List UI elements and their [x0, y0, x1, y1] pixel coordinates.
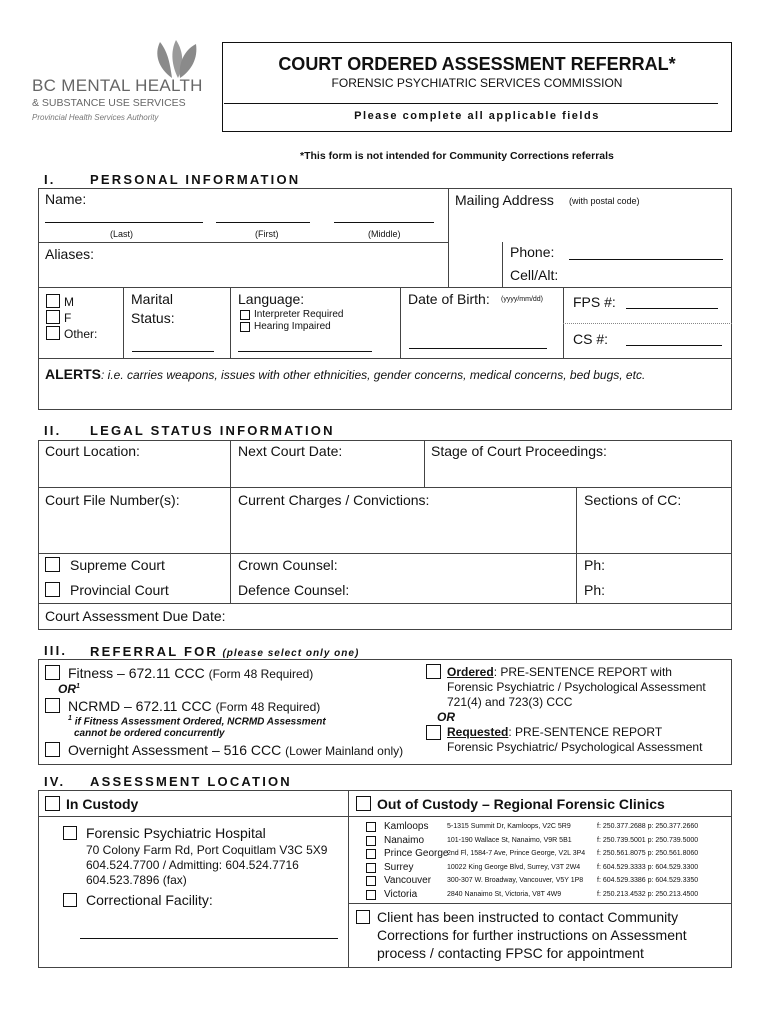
footnote-marker: 1: [68, 715, 72, 722]
clinic-row: [366, 835, 732, 848]
language-field[interactable]: [238, 351, 372, 352]
clinic-name: Prince George: [384, 848, 449, 859]
interpreter-label: Interpreter Required: [254, 309, 344, 320]
hearing-checkbox[interactable]: [240, 322, 250, 332]
clinic-address: 2840 Nanaimo St, Victoria, V8T 4W9: [447, 890, 562, 898]
last-name-field[interactable]: [45, 222, 203, 223]
fph-address: 70 Colony Farm Rd, Port Coquitlam V3C 5X9: [86, 843, 328, 857]
overnight-row: [68, 742, 403, 758]
divider: [38, 603, 732, 604]
clinic-phones: f: 250.561.8075 p: 250.561.8060: [597, 850, 699, 857]
fph-checkbox[interactable]: [63, 826, 77, 840]
hearing-label: Hearing Impaired: [254, 321, 331, 332]
clinic-checkbox[interactable]: [366, 890, 376, 900]
divider: [576, 487, 577, 603]
marital-field[interactable]: [132, 351, 214, 352]
divider: [230, 440, 231, 603]
section-4-title: ASSESSMENT LOCATION: [90, 774, 292, 789]
aliases-label: Aliases:: [45, 246, 95, 262]
correctional-field[interactable]: [80, 938, 338, 939]
fitness-row: [68, 665, 313, 681]
requested-rest: : PRE-SENTENCE REPORT: [508, 725, 663, 739]
logo-subname: & SUBSTANCE USE SERVICES: [32, 97, 186, 109]
sex-f-label: F: [64, 311, 72, 325]
sex-f-checkbox[interactable]: [46, 310, 60, 324]
alerts-label: ALERTS: [45, 366, 101, 382]
in-custody-label: In Custody: [66, 796, 139, 812]
divider: [38, 816, 732, 817]
logo-name: BC MENTAL HEALTH: [32, 76, 203, 95]
section-2-number: II.: [44, 423, 62, 438]
sex-m-label: M: [64, 295, 74, 309]
alerts-note: : i.e. carries weapons, issues with other ethnicities, gender concerns, medical concerns, bed bugs, etc.: [101, 368, 646, 382]
divider: [230, 287, 231, 358]
sex-m-checkbox[interactable]: [46, 294, 60, 308]
divider: [424, 440, 425, 488]
clinic-row: [366, 889, 732, 902]
section-3-heading: REFERRAL FOR (please select only one): [90, 644, 360, 659]
clinic-row: [366, 875, 732, 888]
charges-label: Current Charges / Convictions:: [238, 492, 430, 508]
overnight-checkbox[interactable]: [45, 742, 60, 757]
divider: [38, 553, 732, 554]
cs-label: CS #:: [573, 331, 609, 347]
clinic-name: Nanaimo: [384, 834, 425, 846]
clinic-checkbox[interactable]: [366, 822, 376, 832]
last-label: (Last): [110, 229, 134, 239]
footnote-marker: 1: [76, 683, 80, 690]
first-name-field[interactable]: [216, 222, 310, 223]
ordered-checkbox[interactable]: [426, 664, 441, 679]
correctional-checkbox[interactable]: [63, 893, 77, 907]
next-court-date-label: Next Court Date:: [238, 443, 343, 459]
ncrmd-row: [68, 698, 320, 714]
clinic-address: 300-307 W. Broadway, Vancouver, V5Y 1P8: [447, 877, 584, 884]
clinic-checkbox[interactable]: [366, 863, 376, 873]
sections-label: Sections of CC:: [584, 492, 682, 508]
section-1-number: I.: [44, 172, 56, 187]
divider: [400, 287, 401, 358]
ncrmd-checkbox[interactable]: [45, 698, 60, 713]
fph-label: Forensic Psychiatric Hospital: [86, 825, 266, 841]
out-custody-checkbox[interactable]: [356, 796, 371, 811]
divider: [38, 287, 732, 288]
clinic-name: Vancouver: [384, 875, 432, 886]
divider: [38, 358, 732, 359]
in-custody-checkbox[interactable]: [45, 796, 60, 811]
section-2-title: LEGAL STATUS INFORMATION: [90, 423, 335, 438]
clinic-checkbox[interactable]: [366, 876, 376, 886]
divider: [38, 487, 732, 488]
requested-label: Requested: [447, 725, 509, 739]
fph-fax: 604.523.7896 (fax): [86, 873, 187, 887]
crown-counsel-label: Crown Counsel:: [238, 557, 338, 573]
ordered-line-2: Forensic Psychiatric / Psychological Assessment: [447, 680, 706, 694]
middle-label: (Middle): [368, 229, 401, 239]
due-date-label: Court Assessment Due Date:: [45, 608, 226, 624]
first-label: (First): [255, 229, 279, 239]
mailing-address-label: Mailing Address: [455, 192, 554, 208]
phone-field[interactable]: [569, 259, 723, 260]
clinic-phones: f: 250.739.5001 p: 250.739.5000: [597, 836, 699, 844]
footnote-line-2: cannot be ordered concurrently: [74, 728, 225, 739]
alerts-row: [45, 366, 645, 382]
or-label-1: [58, 682, 80, 696]
mailing-address-note: (with postal code): [569, 196, 640, 206]
overnight-label: Overnight Assessment – 516 CCC: [68, 742, 282, 758]
language-label: Language:: [238, 291, 305, 307]
form-instruction: Please complete all applicable fields: [354, 110, 600, 122]
fph-phone: 604.524.7700 / Admitting: 604.524.7716: [86, 858, 299, 872]
sex-other-checkbox[interactable]: [46, 326, 60, 340]
dob-format: (yyyy/mm/dd): [501, 296, 543, 303]
clinic-row: [366, 848, 732, 861]
logo-authority: Provincial Health Services Authority: [32, 113, 159, 122]
ordered-label: Ordered: [447, 665, 494, 679]
section-3-title: REFERRAL FOR: [90, 644, 218, 659]
fps-field[interactable]: [626, 308, 718, 309]
section-1-title: PERSONAL INFORMATION: [90, 172, 301, 187]
section-3-note: please select only one: [226, 648, 355, 659]
fitness-checkbox[interactable]: [45, 665, 60, 680]
requested-line-2: Forensic Psychiatric/ Psychological Assessment: [447, 740, 703, 754]
cs-field[interactable]: [626, 345, 722, 346]
dob-label: Date of Birth:: [408, 291, 490, 307]
clinic-checkbox[interactable]: [366, 849, 376, 859]
clinic-address: 101-190 Wallace St, Nanaimo, V9R 5B1: [447, 836, 572, 844]
divider: [502, 242, 503, 288]
requested-row: [447, 725, 662, 739]
marital-label-2: Status:: [131, 310, 175, 326]
sex-other-label: Other:: [64, 327, 98, 341]
fitness-label: Fitness – 672.11 CCC: [68, 665, 205, 681]
stage-label: Stage of Court Proceedings:: [431, 443, 607, 459]
clinic-row: [366, 862, 732, 875]
cell-label: Cell/Alt:: [510, 267, 559, 283]
divider: [448, 188, 449, 288]
divider: [38, 242, 448, 243]
clinic-phones: f: 604.529.3333 p: 604.529.3300: [597, 863, 699, 871]
divider: [123, 287, 124, 358]
clinic-name: Kamloops: [384, 821, 429, 832]
client-instructed-checkbox[interactable]: [356, 910, 370, 924]
section-2-frame: [38, 440, 732, 630]
clinic-checkbox[interactable]: [366, 836, 376, 846]
client-line-1: Client has been instructed to contact Community: [377, 909, 679, 925]
clinic-phones: f: 250.377.2688 p: 250.377.2660: [597, 823, 699, 830]
fps-label: FPS #:: [573, 294, 616, 310]
divider: [563, 323, 732, 324]
supreme-court-checkbox[interactable]: [45, 557, 60, 572]
form-subtitle: FORENSIC PSYCHIATRIC SERVICES COMMISSION: [331, 76, 623, 90]
correctional-label: Correctional Facility:: [86, 892, 213, 908]
divider: [348, 903, 732, 904]
supreme-court-label: Supreme Court: [70, 557, 165, 573]
clinic-address: 10022 King George Blvd, Surrey, V3T 2W4: [447, 863, 581, 871]
clinic-phones: f: 604.529.3386 p: 604.529.3350: [597, 877, 699, 884]
ordered-rest: : PRE-SENTENCE REPORT with: [493, 665, 672, 679]
ordered-line-3: 721(4) and 723(3) CCC: [447, 695, 573, 709]
footnote-text-1: if Fitness Assessment Ordered, NCRMD Assessment: [74, 716, 326, 728]
court-location-label: Court Location:: [45, 443, 140, 459]
form-note: *This form is not intended for Community Corrections referrals: [300, 150, 614, 162]
clinic-address: 5-1315 Summit Dr, Kamloops, V2C 5R9: [447, 823, 571, 830]
form-title: COURT ORDERED ASSESSMENT REFERRAL*: [278, 54, 676, 74]
out-custody-label: Out of Custody – Regional Forensic Clinics: [377, 796, 665, 812]
requested-checkbox[interactable]: [426, 725, 441, 740]
marital-label-1: Marital: [131, 291, 174, 307]
fitness-note: (Form 48 Required): [208, 667, 314, 681]
court-file-label: Court File Number(s):: [45, 492, 180, 508]
dob-field[interactable]: [409, 348, 547, 349]
clinic-address: 2nd Fl, 1584-7 Ave, Prince George, V2L 3P4: [447, 850, 586, 857]
header-divider: [224, 103, 718, 104]
ncrmd-note: (Form 48 Required): [215, 700, 321, 714]
or-text: OR: [58, 682, 76, 696]
clinic-phones: f: 250.213.4532 p: 250.213.4500: [597, 890, 699, 898]
name-label: Name:: [45, 191, 87, 207]
client-line-3: process / contacting FPSC for appointment: [377, 945, 644, 961]
defence-ph-label: Ph:: [584, 582, 606, 598]
ncrmd-label: NCRMD – 672.11 CCC: [68, 698, 212, 714]
clinic-row: [366, 821, 732, 834]
defence-counsel-label: Defence Counsel:: [238, 582, 350, 598]
footnote-line-1: [68, 715, 326, 727]
or-label-2: OR: [437, 710, 455, 724]
phone-label: Phone:: [510, 244, 555, 260]
crown-ph-label: Ph:: [584, 557, 606, 573]
client-line-2: Corrections for further instructions on Assessment: [377, 927, 687, 943]
interpreter-checkbox[interactable]: [240, 310, 250, 320]
clinic-name: Surrey: [384, 861, 414, 873]
alerts-field[interactable]: [40, 384, 730, 408]
provincial-court-label: Provincial Court: [70, 582, 169, 598]
overnight-note: (Lower Mainland only): [285, 744, 404, 758]
ordered-row: [447, 665, 672, 679]
clinic-name: Victoria: [384, 888, 418, 900]
section-3-number: III.: [44, 643, 68, 658]
middle-name-field[interactable]: [334, 222, 434, 223]
provincial-court-checkbox[interactable]: [45, 582, 60, 597]
section-4-number: IV.: [44, 774, 66, 789]
